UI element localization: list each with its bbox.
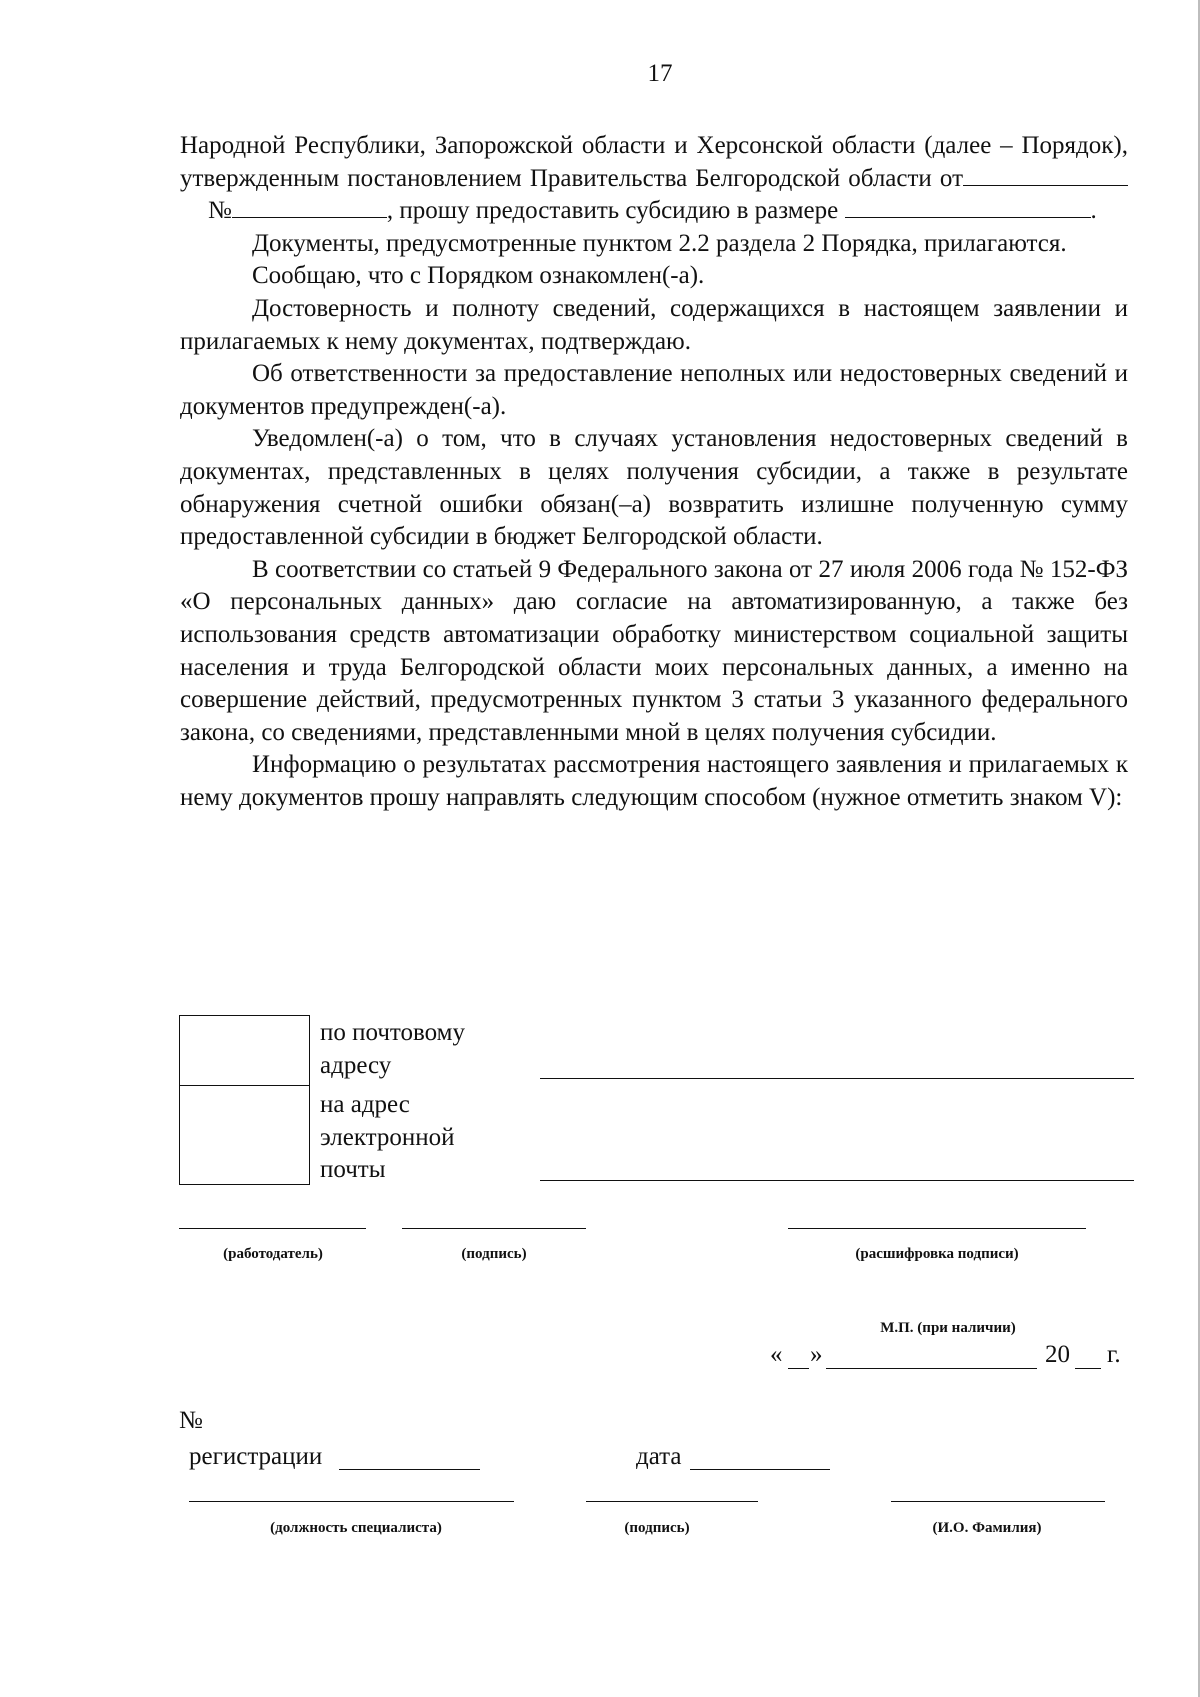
employer-caption: (работодатель) <box>223 1246 323 1262</box>
paragraph-accuracy: Достоверность и полноту сведений, содержащихся в настоящем заявлении и прилагаемых к нему документах, подтверждаю. <box>180 294 1128 355</box>
specialist-name-line[interactable] <box>891 1501 1105 1502</box>
registration-number-line[interactable] <box>339 1469 480 1470</box>
full-name-caption: (И.О. Фамилия) <box>932 1520 1042 1536</box>
specialist-position-line[interactable] <box>189 1501 514 1502</box>
paragraph-responsibility: Об ответственности за предоставление неполных или недостоверных сведений и документов предупрежден(-а). <box>180 360 1128 420</box>
paragraph-documents: Документы, предусмотренные пунктом 2.2 раздела 2 Порядка, прилагаются. <box>252 229 1067 257</box>
application-body <box>180 130 1128 814</box>
paragraph-order-reference <box>180 130 1128 228</box>
day-line[interactable] <box>788 1368 809 1369</box>
year-suffix: г. <box>1107 1341 1121 1368</box>
option-email-line3: почты <box>320 1156 386 1184</box>
year-line[interactable] <box>1075 1368 1101 1369</box>
specialist-signature-caption: (подпись) <box>624 1520 690 1536</box>
checkbox-postal[interactable] <box>180 1016 310 1086</box>
option-email-line2: электронной <box>320 1123 455 1151</box>
subsidy-amount-blank[interactable] <box>845 195 1091 218</box>
paragraph-refund-notice: Уведомлен(-а) о том, что в случаях установления недостоверных сведений в документах, представленных в целях получения субсидии, а также в результате обнаружения счетной ошибки обязан(–а) возвратить излишне полученную сумму предоставленной субсидии в бюджет Белгородской области. <box>180 425 1128 551</box>
option-postal-line1: по почтовому <box>320 1019 466 1046</box>
employer-line[interactable] <box>179 1228 366 1229</box>
signature-line[interactable] <box>402 1228 586 1229</box>
specialist-signature-line[interactable] <box>586 1501 758 1502</box>
date-open-quote: « <box>770 1341 783 1368</box>
paragraph-order-text: Народной Республики, Запорожской области и Херсонской области (далее – Порядок), утвержденным постановлением Правительства Белгородской области от <box>180 132 1128 192</box>
paragraph-delivery-method: Информацию о результатах рассмотрения настоящего заявления и прилагаемых к нему документов прошу направлять следующим способом (нужное отметить знаком V): <box>180 751 1128 811</box>
resolution-number-blank[interactable] <box>232 195 387 218</box>
option-postal-label <box>320 1017 465 1082</box>
position-caption: (должность специалиста) <box>270 1520 442 1536</box>
registration-label: регистрации <box>189 1443 323 1470</box>
signature-decoding-caption: (расшифровка подписи) <box>855 1246 1019 1262</box>
postal-address-line[interactable] <box>540 1078 1134 1079</box>
date-close-quote: » <box>810 1341 823 1368</box>
stamp-caption: М.П. (при наличии) <box>880 1320 1016 1336</box>
option-email-label <box>320 1089 455 1187</box>
page-number: 17 <box>647 60 673 87</box>
option-email-line1: на адрес <box>320 1091 410 1118</box>
paragraph-acknowledgement: Сообщаю, что с Порядком ознакомлен(-а). <box>252 262 705 290</box>
date-label: дата <box>636 1443 682 1470</box>
signature-decoding-line[interactable] <box>788 1228 1086 1229</box>
delivery-checkbox-table <box>179 1015 310 1185</box>
subsidy-request-text: , прошу предоставить субсидию в размере <box>386 197 839 225</box>
number-sign: № <box>208 197 232 225</box>
option-postal-line2: адресу <box>320 1051 392 1079</box>
email-address-line[interactable] <box>540 1180 1134 1181</box>
month-line[interactable] <box>826 1368 1037 1369</box>
signature-caption: (подпись) <box>461 1246 527 1262</box>
resolution-date-blank[interactable] <box>963 163 1128 186</box>
registration-number-sign: № <box>179 1407 203 1434</box>
paragraph-personal-data-consent: В соответствии со статьей 9 Федерального закона от 27 июля 2006 года № 152-ФЗ «О персональных данных» даю согласие на автоматизированную, а также без использования средств автоматизации обработку министерством социальной защиты населения и труда Белгородской области моих персональных данных, а именно на совершение действий, предусмотренных пунктом 3 статьи 3 указанного федерального закона, со сведениями, представленными мной в целях получения субсидии. <box>180 555 1128 746</box>
year-prefix: 20 <box>1045 1341 1070 1368</box>
period: . <box>1090 197 1097 225</box>
registration-date-line[interactable] <box>690 1469 830 1470</box>
checkbox-email[interactable] <box>180 1086 310 1185</box>
